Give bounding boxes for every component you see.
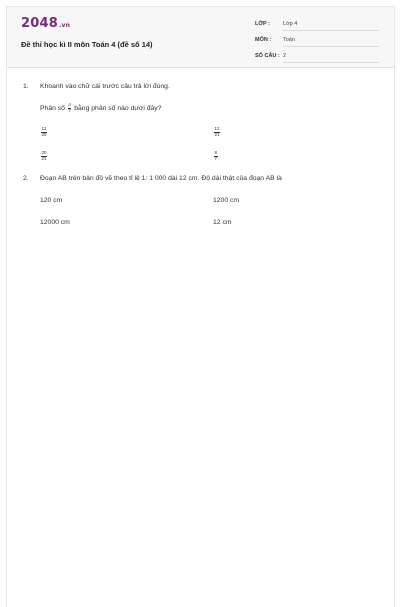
site-logo[interactable]: 2048.vn xyxy=(21,16,71,31)
option-fraction[interactable]: $\frac{12}{21}$ xyxy=(214,126,220,137)
meta-class-label: LỚP : xyxy=(255,21,270,27)
question-number: 2. xyxy=(23,175,29,182)
question-1-prompt: Phân số $\frac{4}{7}$ bằng phân số nào dưới đây? xyxy=(40,102,162,113)
question-text: Đoạn AB trên bản đồ vẽ theo tỉ lệ 1: 1 000 dài 12 cm. Độ dài thật của đoạn AB là xyxy=(40,175,282,182)
meta-question-count xyxy=(255,52,385,63)
question-text: Khoanh vào chữ cái trước câu trả lời đúng. xyxy=(40,83,170,90)
option-fraction[interactable]: $\frac{8}{7}$ xyxy=(214,150,218,161)
option-fraction[interactable]: $\frac{12}{28}$ xyxy=(41,126,47,137)
meta-subject-value: Toán xyxy=(283,36,379,47)
option-text[interactable]: 120 cm xyxy=(40,197,63,204)
option-text[interactable]: 12 cm xyxy=(213,219,232,226)
question-number: 1. xyxy=(23,83,29,90)
option-fraction[interactable]: $\frac{20}{21}$ xyxy=(41,150,47,161)
option-text[interactable]: 1200 cm xyxy=(213,197,240,204)
meta-subject-label: MÔN : xyxy=(255,37,272,43)
option-text[interactable]: 12000 cm xyxy=(40,219,70,226)
exam-sheet xyxy=(6,6,395,607)
meta-class-value: Lớp 4 xyxy=(283,20,379,31)
prompt-fraction: $\frac{4}{7}$ xyxy=(68,102,71,113)
meta-subject xyxy=(255,36,385,47)
meta-class xyxy=(255,20,385,31)
meta-count-label: SỐ CÂU : xyxy=(255,53,280,59)
meta-count-value: 2 xyxy=(283,52,379,63)
exam-header xyxy=(7,7,394,68)
exam-title: Đề thi học kì II môn Toán 4 (đề số 14) xyxy=(21,40,153,49)
